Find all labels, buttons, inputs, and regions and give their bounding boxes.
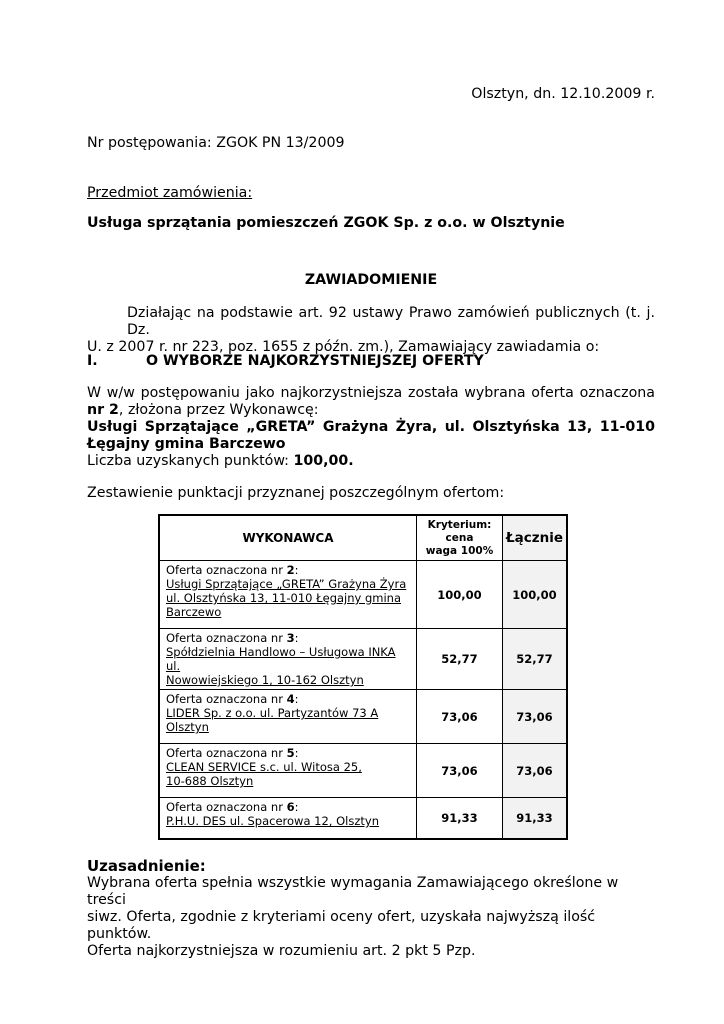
table-row bbox=[159, 629, 567, 690]
subject-label: Przedmiot zamówienia: bbox=[87, 185, 253, 201]
offer-address-line: CLEAN SERVICE s.c. ul. Witosa 25, bbox=[166, 760, 362, 774]
justification-line-3: Oferta najkorzystniejsza w rozumieniu art. 2 pkt 5 Pzp. bbox=[87, 943, 476, 959]
criterion-score: 91,33 bbox=[417, 798, 503, 839]
total-score: 73,06 bbox=[503, 744, 568, 798]
offer-label bbox=[166, 746, 410, 760]
offer-number: 2 bbox=[286, 563, 295, 577]
summary-label: Zestawienie punktacji przyznanej poszczególnym ofertom: bbox=[87, 485, 505, 501]
header-criterion bbox=[417, 515, 503, 561]
header-contractor: WYKONAWCA bbox=[159, 515, 417, 561]
total-score: 100,00 bbox=[503, 561, 568, 629]
justification-line-2: siwz. Oferta, zgodnie z kryteriami oceny ofert, uzyskała najwyższą ilość punktów. bbox=[87, 909, 596, 942]
offer-label bbox=[166, 563, 410, 577]
table-header-row bbox=[159, 515, 567, 561]
offer-label bbox=[166, 800, 410, 814]
notice-intro-line-2: U. z 2007 r. nr 223, poz. 1655 z późn. zm.), Zamawiający zawiadamia o: bbox=[87, 339, 600, 355]
justification-line-1: Wybrana oferta spełnia wszystkie wymagania Zamawiającego określone w treści bbox=[87, 875, 619, 908]
offer-cell bbox=[159, 798, 417, 839]
notice-title: ZAWIADOMIENIE bbox=[304, 272, 438, 288]
offer-address-line: Olsztyn bbox=[166, 720, 209, 734]
offer-cell bbox=[159, 629, 417, 690]
selected-offer-number: nr 2 bbox=[87, 402, 119, 418]
offer-number: 3 bbox=[286, 631, 295, 645]
total-score: 73,06 bbox=[503, 690, 568, 744]
subject-title: Usługa sprzątania pomieszczeń ZGOK Sp. z o.o. w Olsztynie bbox=[87, 215, 565, 231]
offer-address-line: LIDER Sp. z o.o. ul. Partyzantów 73 A bbox=[166, 706, 379, 720]
criterion-score: 73,06 bbox=[417, 744, 503, 798]
offer-label-prefix: Oferta oznaczona nr bbox=[166, 563, 287, 577]
offer-number: 5 bbox=[286, 746, 295, 760]
offer-address-line: 10-688 Olsztyn bbox=[166, 774, 254, 788]
header-total: Łącznie bbox=[503, 515, 568, 561]
case-number: Nr postępowania: ZGOK PN 13/2009 bbox=[87, 135, 345, 151]
section-title: O WYBORZE NAJKORZYSTNIEJSZEJ OFERTY bbox=[146, 353, 484, 369]
offer-address-line: Nowowiejskiego 1, 10-162 Olsztyn bbox=[166, 673, 364, 687]
offer-label-prefix: Oferta oznaczona nr bbox=[166, 631, 287, 645]
offer-label-suffix: : bbox=[294, 692, 299, 706]
total-score: 91,33 bbox=[503, 798, 568, 839]
offer-address-line: P.H.U. DES ul. Spacerowa 12, Olsztyn bbox=[166, 814, 379, 828]
selection-line-1: W w/w postępowaniu jako najkorzystniejsza została wybrana oferta oznaczona bbox=[87, 385, 655, 401]
selection-line-2 bbox=[87, 402, 655, 419]
offer-label-prefix: Oferta oznaczona nr bbox=[166, 746, 287, 760]
table-row bbox=[159, 690, 567, 744]
offer-number: 6 bbox=[286, 800, 295, 814]
offer-number: 4 bbox=[286, 692, 295, 706]
offer-address-line: Spółdzielnia Handlowo – Usługowa INKA ul. bbox=[166, 645, 396, 673]
table-row bbox=[159, 798, 567, 839]
criterion-score: 73,06 bbox=[417, 690, 503, 744]
offer-label-prefix: Oferta oznaczona nr bbox=[166, 692, 287, 706]
offer-cell bbox=[159, 561, 417, 629]
table-body bbox=[159, 561, 567, 839]
offer-label-suffix: : bbox=[294, 631, 299, 645]
offer-label-prefix: Oferta oznaczona nr bbox=[166, 800, 287, 814]
total-score: 52,77 bbox=[503, 629, 568, 690]
header-criterion-line-1: Kryterium: bbox=[427, 518, 492, 531]
offer-label-suffix: : bbox=[294, 800, 299, 814]
offer-label-suffix: : bbox=[294, 563, 299, 577]
points-table bbox=[158, 514, 568, 840]
offer-address-line: ul. Olsztyńska 13, 11-010 Łęgajny gmina bbox=[166, 591, 402, 605]
points-line bbox=[87, 453, 655, 470]
offer-cell bbox=[159, 744, 417, 798]
notice-intro-line-1: Działając na podstawie art. 92 ustawy Prawo zamówień publicznych (t. j. Dz. bbox=[127, 305, 655, 338]
points-value: 100,00. bbox=[293, 453, 354, 469]
header-criterion-line-3: waga 100% bbox=[425, 544, 494, 557]
offer-cell bbox=[159, 690, 417, 744]
offer-label bbox=[166, 692, 410, 706]
offer-label-suffix: : bbox=[294, 746, 299, 760]
selection-line-2-rest: , złożona przez Wykonawcę: bbox=[118, 402, 319, 418]
notice-intro bbox=[87, 305, 655, 356]
winner-line-2: Łęgajny gmina Barczewo bbox=[87, 436, 286, 452]
winner-line-1: Usługi Sprzątające „GRETA” Grażyna Żyra, ul. Olsztyńska 13, 11-010 bbox=[87, 419, 655, 435]
justification-text bbox=[87, 875, 655, 960]
offer-label bbox=[166, 631, 410, 645]
document-date: Olsztyn, dn. 12.10.2009 r. bbox=[471, 86, 655, 102]
points-label: Liczba uzyskanych punktów: bbox=[87, 453, 294, 469]
criterion-score: 100,00 bbox=[417, 561, 503, 629]
table-row bbox=[159, 561, 567, 629]
justification-title: Uzasadnienie: bbox=[87, 857, 206, 875]
criterion-score: 52,77 bbox=[417, 629, 503, 690]
offer-address-line: Usługi Sprzątające „GRETA” Grażyna Żyra bbox=[166, 577, 407, 591]
header-criterion-line-2: cena bbox=[445, 531, 474, 544]
table-row bbox=[159, 744, 567, 798]
section-number: I. bbox=[87, 353, 98, 369]
selection-paragraph bbox=[87, 385, 655, 470]
offer-address-line: Barczewo bbox=[166, 605, 222, 619]
